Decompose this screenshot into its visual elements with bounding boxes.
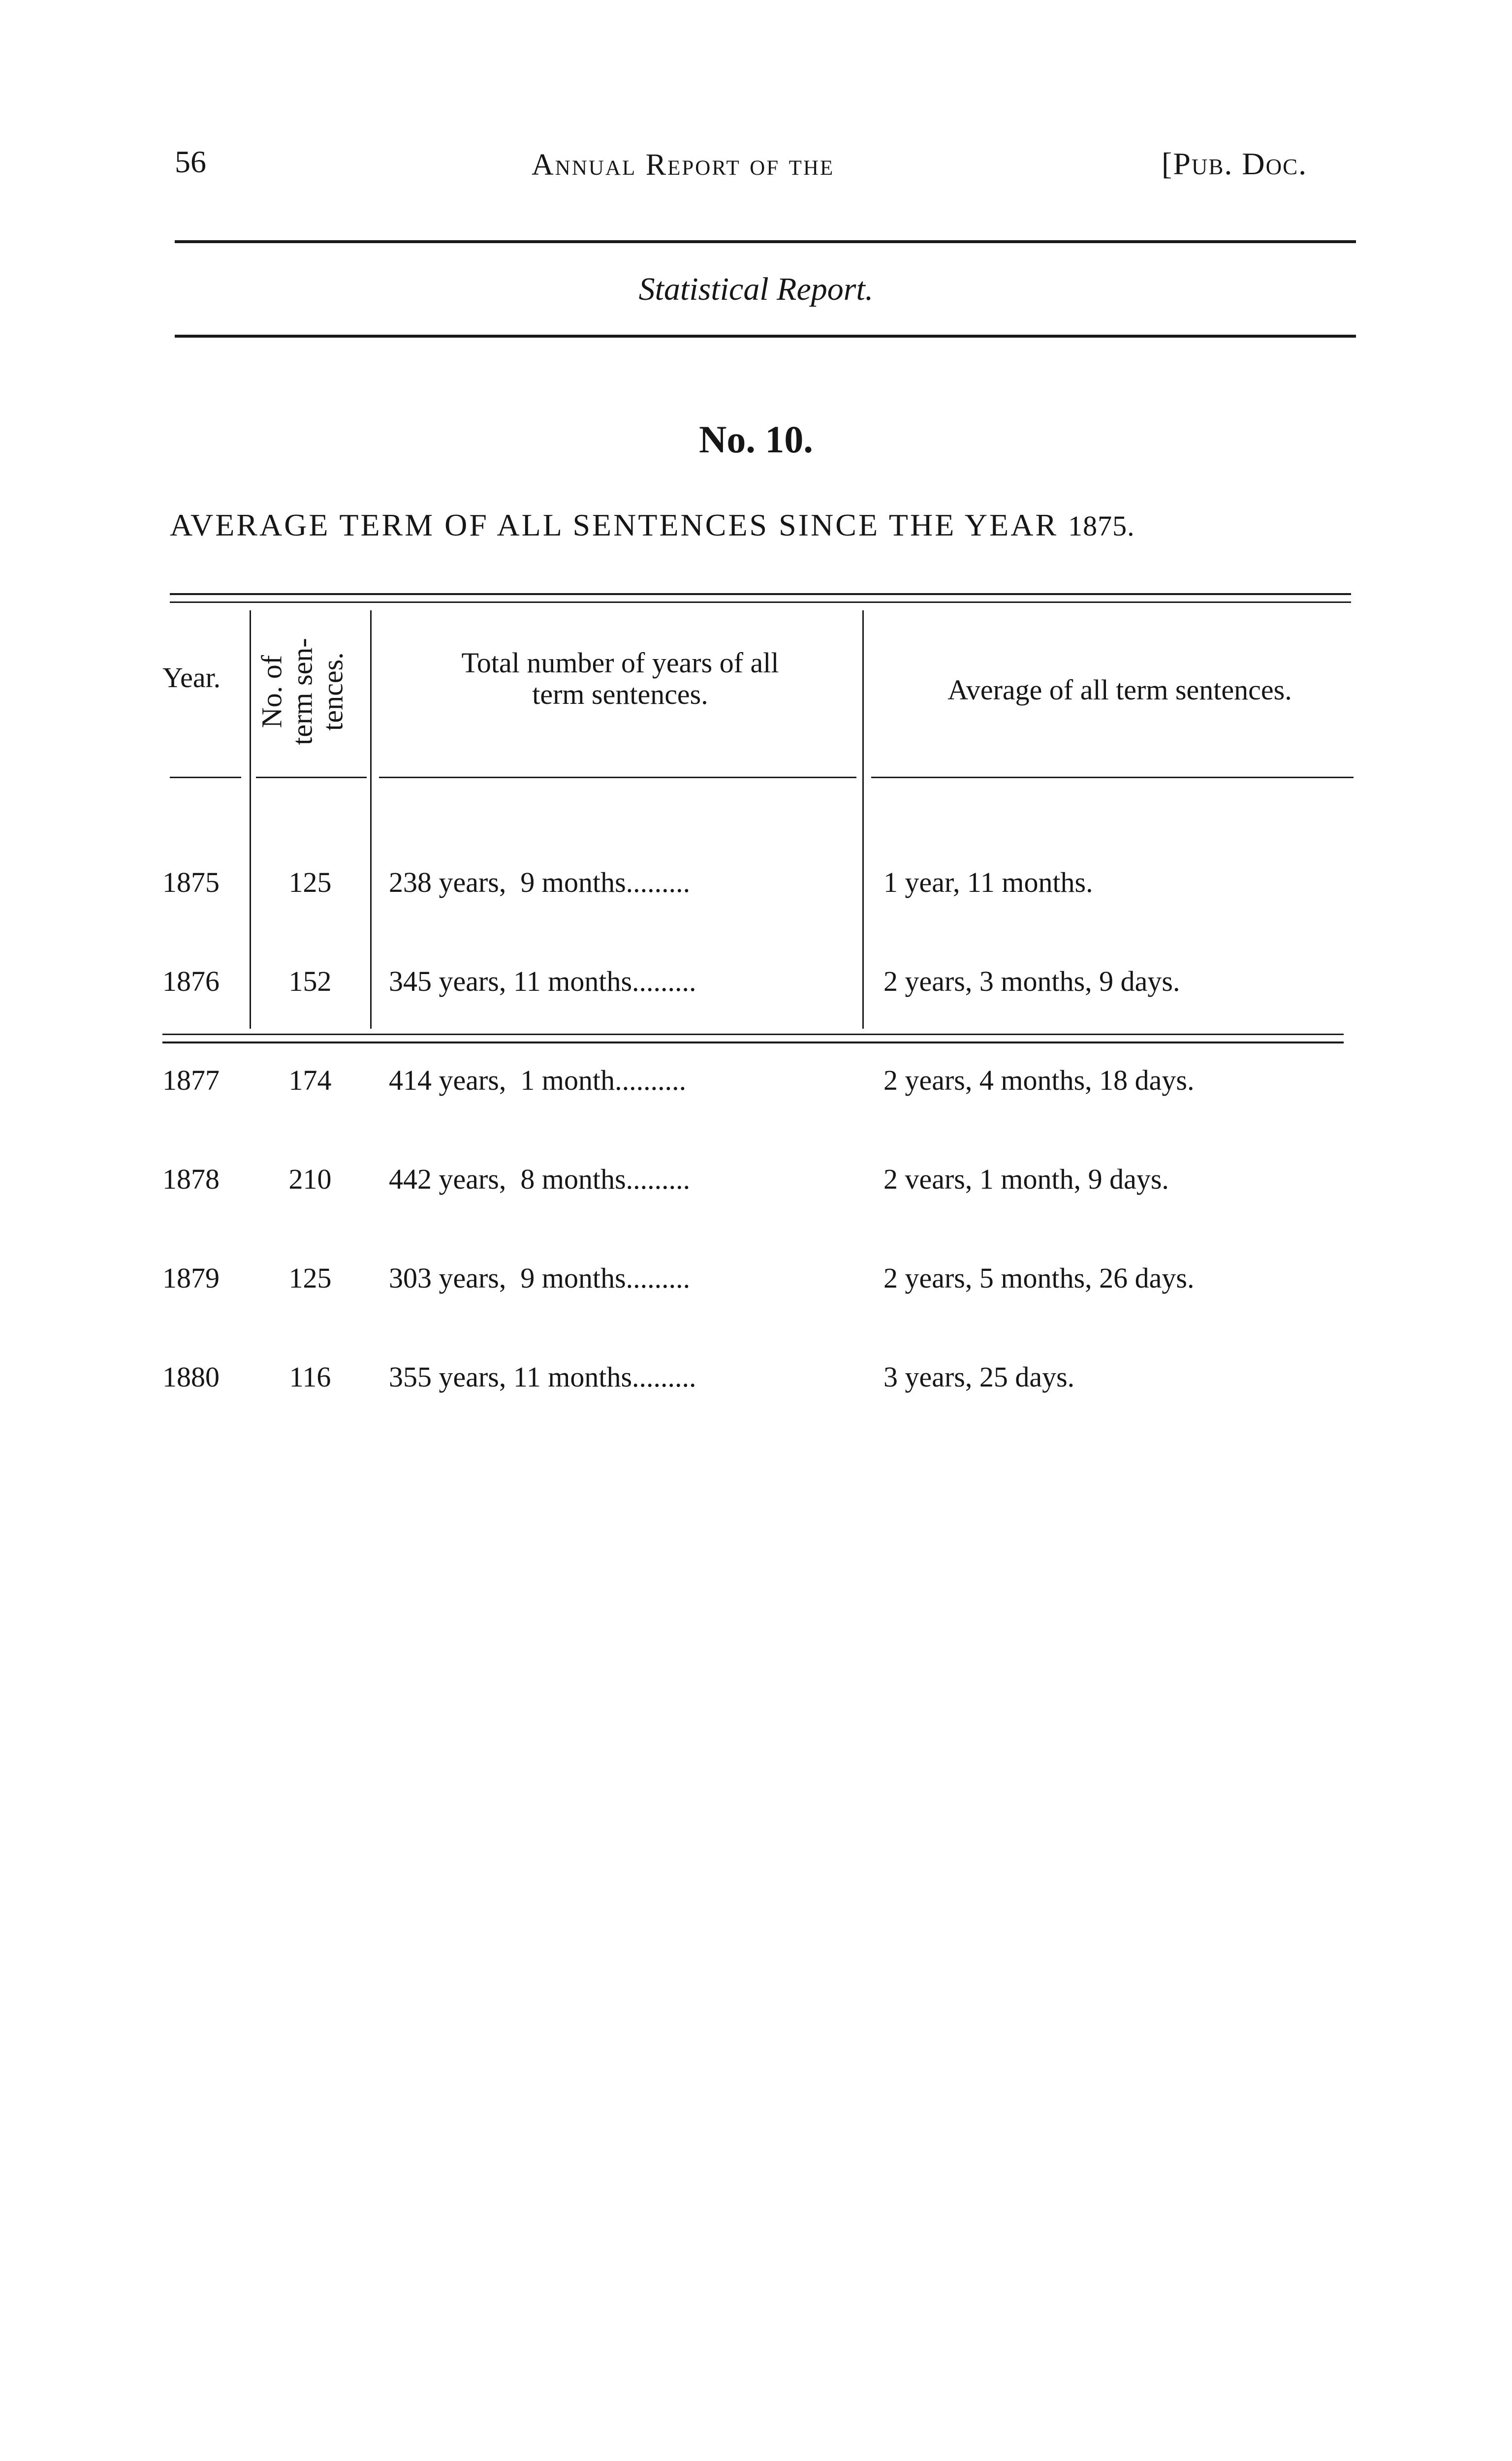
table-cell-year: 1880 (162, 1361, 220, 1393)
header-rule-bottom (175, 335, 1356, 338)
column-count-values (261, 800, 359, 1426)
table-cell-count: 174 (288, 1064, 332, 1096)
running-title: Annual Report of the (532, 148, 835, 182)
table-cell-average: 1 year, 11 months. (883, 866, 1093, 898)
table-cell-year: 1877 (162, 1064, 220, 1096)
table-cell-year: 1876 (162, 965, 220, 997)
header-underline-count (256, 777, 367, 778)
table-cell-average: 2 years, 4 months, 18 days. (883, 1064, 1195, 1096)
table-cell-count: 125 (288, 866, 332, 898)
header-underline-total (379, 777, 856, 778)
column-header-count-line3: tences. (316, 652, 349, 731)
column-header-total-line2: term sentences. (532, 678, 708, 710)
header-underline-average (871, 777, 1354, 778)
page-number: 56 (175, 144, 206, 179)
column-header-count-line1: No. of (255, 655, 288, 728)
table-cell-total: 303 years, 9 months......... (389, 1262, 691, 1294)
column-header-count (246, 610, 359, 773)
table-cell-total: 345 years, 11 months......... (389, 965, 696, 997)
column-divider-1 (250, 610, 251, 1029)
column-header-total-line1: Total number of years of all (461, 647, 779, 679)
column-header-average: Average of all term sentences. (947, 674, 1292, 706)
table-caption-year: 1875. (1068, 510, 1135, 542)
table-cell-total: 238 years, 9 months......... (389, 866, 691, 898)
table-bottom-rule-2 (162, 1041, 1344, 1043)
column-header-year: Year. (162, 662, 221, 694)
document-mark: [Pub. Doc. (1162, 146, 1308, 181)
table-cell-year: 1879 (162, 1262, 220, 1294)
column-header-count-line2: term sen- (286, 638, 318, 745)
column-header-total (389, 647, 851, 710)
table-top-rule-2 (170, 601, 1351, 603)
table-cell-year: 1878 (162, 1163, 220, 1195)
column-divider-2 (370, 610, 372, 1029)
column-header-count-text (257, 638, 348, 745)
table-cell-count: 116 (289, 1361, 331, 1393)
table-cell-count: 210 (288, 1163, 332, 1195)
column-divider-3 (862, 610, 864, 1029)
table-cell-count: 152 (288, 965, 332, 997)
table-bottom-rule-1 (162, 1034, 1344, 1035)
table-number: No. 10. (699, 418, 813, 461)
table-caption-text: AVERAGE TERM OF ALL SENTENCES SINCE THE YEAR (170, 507, 1059, 542)
table-cell-count: 125 (288, 1262, 332, 1294)
table-caption (170, 507, 1351, 543)
table-cell-average: 2 vears, 1 month, 9 days. (883, 1163, 1169, 1195)
column-total-values (389, 800, 861, 1426)
table-cell-average: 2 years, 5 months, 26 days. (883, 1262, 1195, 1294)
column-year-values (162, 800, 246, 1426)
section-title: Statistical Report. (638, 271, 874, 307)
table-cell-year: 1875 (162, 866, 220, 898)
table-cell-average: 2 years, 3 months, 9 days. (883, 965, 1180, 997)
table-cell-total: 442 years, 8 months......... (389, 1163, 691, 1195)
table-cell-average: 3 years, 25 days. (883, 1361, 1075, 1393)
table-cell-total: 414 years, 1 month.......... (389, 1064, 687, 1096)
column-average-values (883, 800, 1376, 1426)
header-rule-top (175, 240, 1356, 243)
table-top-rule-1 (170, 593, 1351, 595)
table-cell-total: 355 years, 11 months......... (389, 1361, 696, 1393)
header-underline-year (170, 777, 241, 778)
